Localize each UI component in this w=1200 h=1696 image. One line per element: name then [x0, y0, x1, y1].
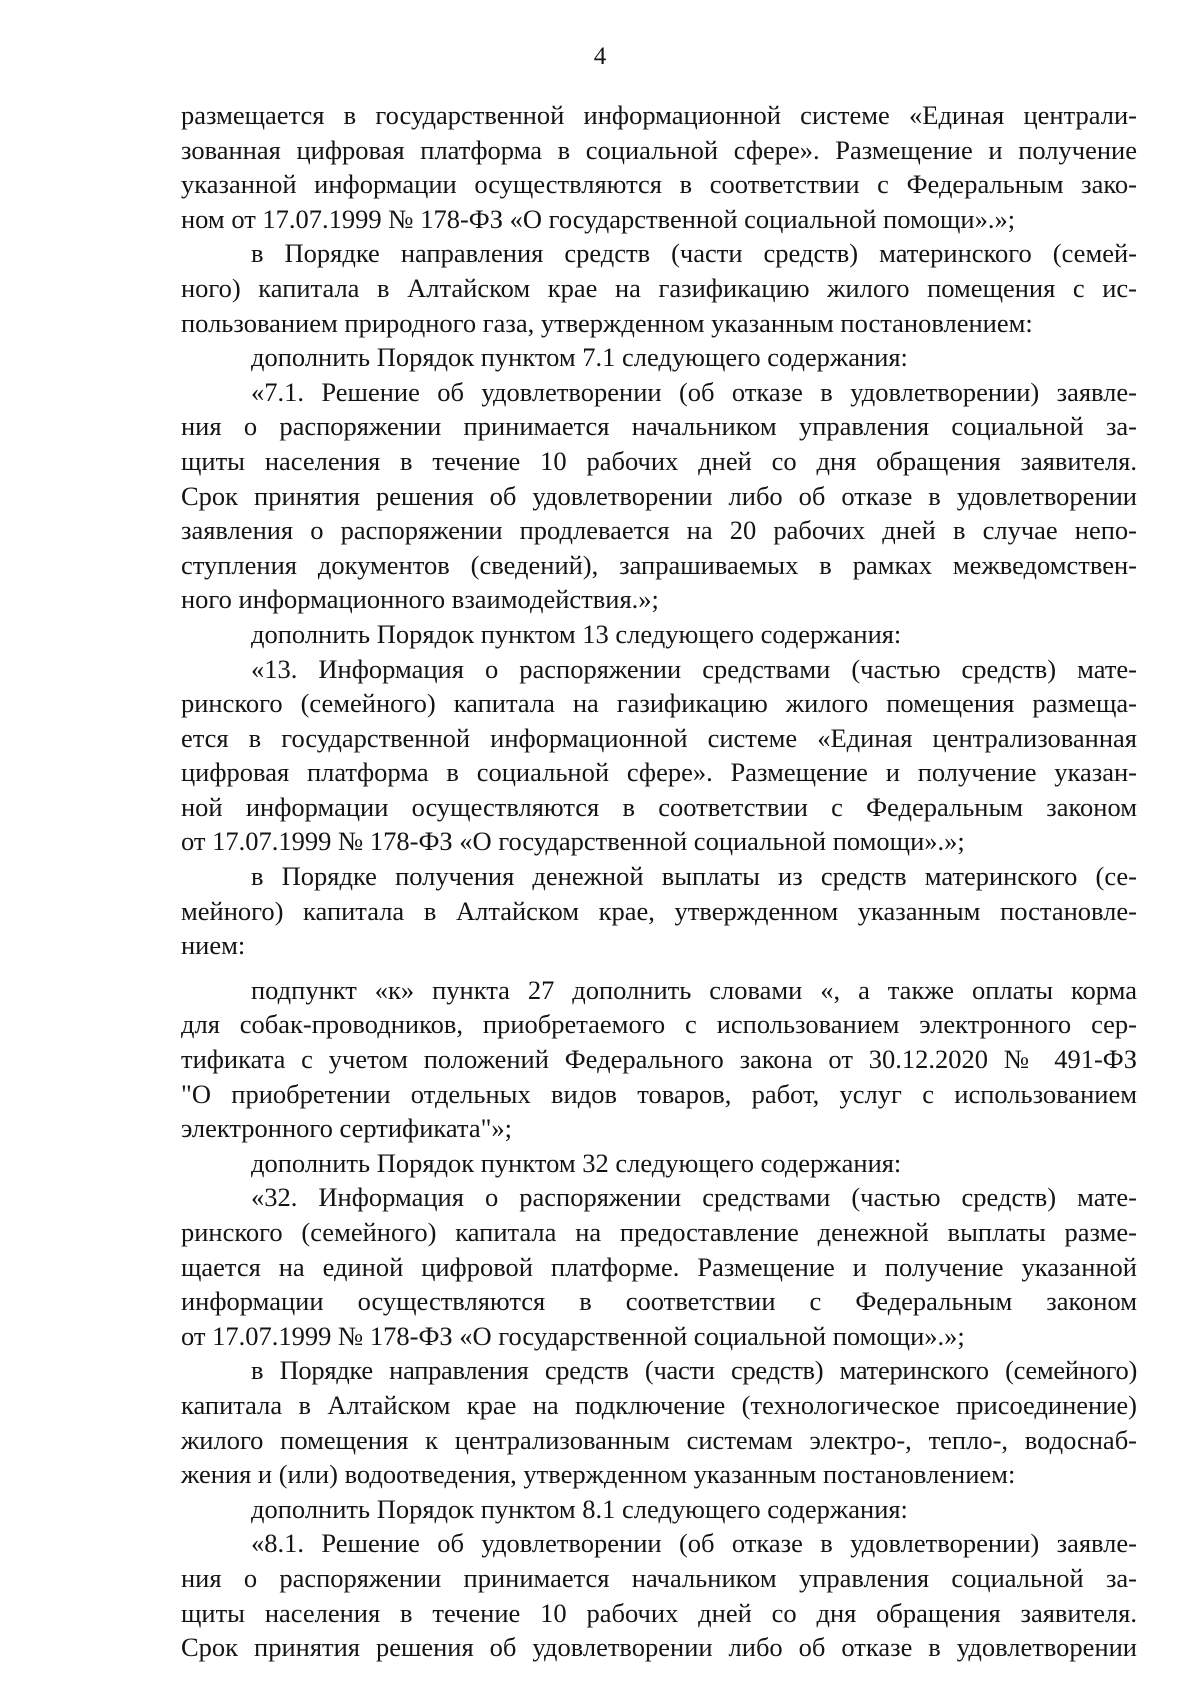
text-line: ного информационного взаимодействия.»; — [181, 584, 659, 615]
text-line: ринского (семейного) капитала на газификацию жилого помещения размеща- — [181, 688, 1137, 719]
text-line: заявления о распоряжении продлевается на 20 рабочих дней в случае непо- — [181, 515, 1137, 546]
text-line: цифровая платформа в социальной сфере». Размещение и получение указан- — [181, 757, 1137, 788]
line-gap — [181, 963, 1137, 973]
text-line: «7.1. Решение об удовлетворении (об отказе в удовлетворении) заявле- — [251, 376, 1137, 407]
text-line: ного) капитала в Алтайском крае на газификацию жилого помещения с ис- — [181, 272, 1137, 303]
text-line: размещается в государственной информационной системе «Единая централи- — [181, 100, 1137, 130]
text-line: ния о распоряжении принимается начальником управления социальной за- — [181, 1562, 1137, 1593]
page-number: 4 — [593, 43, 607, 70]
text-line: в Порядке направления средств (части средств) материнского (семейного) — [251, 1355, 1137, 1386]
text-line: подпункт «к» пункта 27 дополнить словами «, а также оплаты корма — [251, 974, 1137, 1005]
text-line: щиты населения в течение 10 рабочих дней со дня обращения заявителя. — [181, 445, 1137, 476]
text-line: дополнить Порядок пунктом 13 следующего содержания: — [251, 618, 902, 649]
text-line: "О приобретении отдельных видов товаров, работ, услуг с использованием — [181, 1078, 1137, 1109]
text-line: «32. Информация о распоряжении средствами (частью средств) мате- — [251, 1182, 1137, 1213]
text-line: нием: — [181, 930, 246, 961]
text-line: ступления документов (сведений), запрашиваемых в рамках межведомствен- — [181, 549, 1137, 580]
text-line: жилого помещения к централизованным системам электро-, тепло-, водоснаб- — [181, 1424, 1137, 1455]
text-line: «13. Информация о распоряжении средствами (частью средств) мате- — [251, 653, 1137, 684]
text-line: дополнить Порядок пунктом 8.1 следующего содержания: — [251, 1493, 908, 1524]
text-line: указанной информации осуществляются в соответствии с Федеральным зако- — [181, 169, 1137, 200]
text-line: для собак-проводников, приобретаемого с использованием электронного сер- — [181, 1009, 1137, 1040]
text-line: от 17.07.1999 № 178-ФЗ «О государственной социальной помощи».»; — [181, 826, 965, 857]
text-line: пользованием природного газа, утвержденном указанным постановлением: — [181, 307, 1033, 338]
text-line: ется в государственной информационной системе «Единая централизованная — [181, 722, 1137, 753]
text-line: мейного) капитала в Алтайском крае, утвержденном указанным постановле- — [181, 895, 1137, 926]
text-line: электронного сертификата"»; — [181, 1113, 513, 1144]
text-line: щиты населения в течение 10 рабочих дней со дня обращения заявителя. — [181, 1597, 1137, 1628]
text-line: Срок принятия решения об удовлетворении либо об отказе в удовлетворении — [181, 1632, 1137, 1663]
text-line: зованная цифровая платформа в социальной сфере». Размещение и получение — [181, 134, 1137, 165]
text-line: ном от 17.07.1999 № 178-ФЗ «О государственной социальной помощи».»; — [181, 203, 1016, 234]
text-line: Срок принятия решения об удовлетворении либо об отказе в удовлетворении — [181, 480, 1137, 511]
text-line: дополнить Порядок пунктом 7.1 следующего содержания: — [251, 342, 908, 373]
text-line: тификата с учетом положений Федерального закона от 30.12.2020 № 491-ФЗ — [181, 1044, 1137, 1075]
text-line: жения и (или) водоотведения, утвержденном указанным постановлением: — [181, 1459, 1016, 1490]
text-line: ринского (семейного) капитала на предоставление денежной выплаты разме- — [181, 1217, 1137, 1247]
document-body — [181, 98, 1137, 1665]
text-line: в Порядке направления средств (части средств) материнского (семей- — [251, 238, 1137, 269]
text-line: от 17.07.1999 № 178-ФЗ «О государственной социальной помощи».»; — [181, 1320, 965, 1351]
text-line: ной информации осуществляются в соответствии с Федеральным законом — [181, 791, 1137, 822]
text-line: информации осуществляются в соответствии с Федеральным законом — [181, 1286, 1137, 1317]
text-line: в Порядке получения денежной выплаты из средств материнского (се- — [251, 861, 1137, 892]
text-line: дополнить Порядок пунктом 32 следующего содержания: — [251, 1147, 902, 1178]
text-line: «8.1. Решение об удовлетворении (об отказе в удовлетворении) заявле- — [251, 1528, 1137, 1559]
text-line: щается на единой цифровой платформе. Размещение и получение указанной — [181, 1251, 1137, 1282]
text-line: ния о распоряжении принимается начальником управления социальной за- — [181, 411, 1137, 442]
text-line: капитала в Алтайском крае на подключение (технологическое присоединение) — [181, 1389, 1137, 1420]
